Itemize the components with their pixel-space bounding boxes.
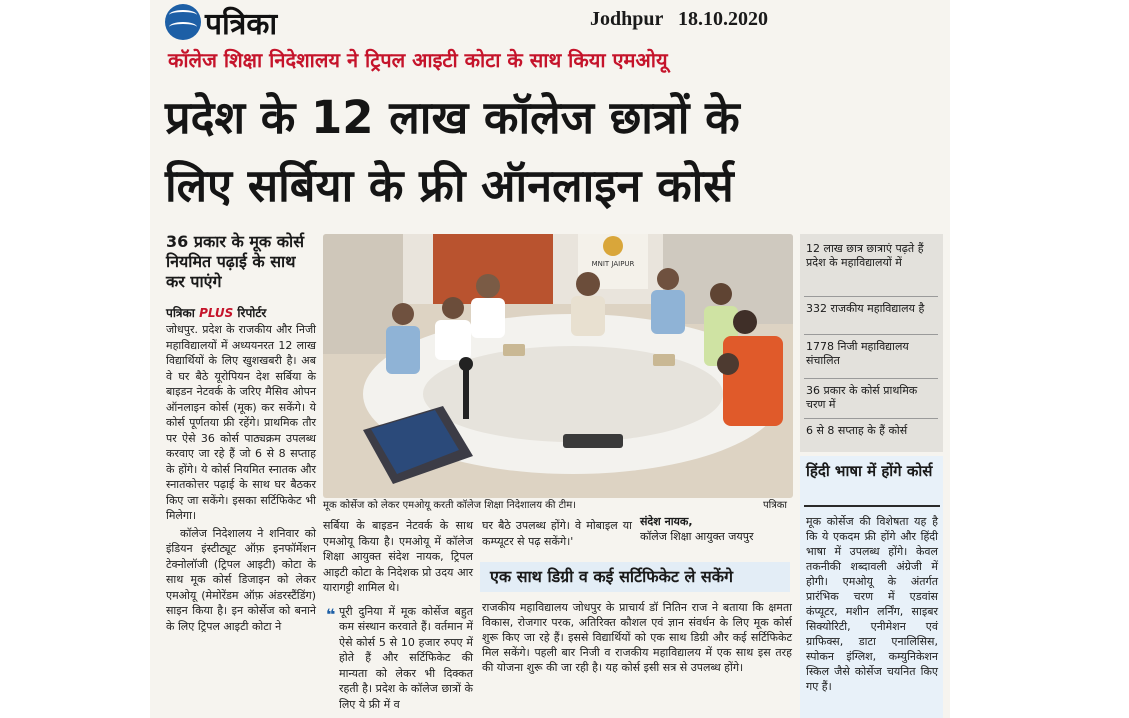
column-1-para-1: जोधपुर. प्रदेश के राजकीय और निजी महाविद्यालयों में अध्ययनरत 12 लाख विद्यार्थियों के लिए खुशखबरी है। अब वे घर बैठे यूरोपियन देश सर्बिया के बाइडन नेटवर्क के जरिए मैसिव ओपन ऑनलाइन कोर्स (मूक) कर सकेंगे। ये कोर्स पूर्णतया फ्री रहेंगे। प्राथमिक तौर पर ऐसे 36 कोर्स पाठ्यक्रम उपलब्ध करवाए जा रहे हैं जो 6 से 8 सप्ताह के होंगे। ये कोर्स नियमित स्नातक और स्नातकोत्तर पढ़ाई के साथ घर बैठकर किए जा सकेंगे। इसका सर्टिफिकेट भी मिलेगा। xyxy=(166,323,316,522)
headline-line-2: लिए सर्बिया के फ्री ऑनलाइन कोर्स xyxy=(165,159,734,212)
byline-plus: PLUS xyxy=(199,306,234,320)
photo-credit: पत्रिका xyxy=(762,500,787,511)
meeting-photo-illustration xyxy=(323,234,793,498)
fact-divider xyxy=(804,334,938,335)
globe-icon xyxy=(165,4,201,40)
meeting-photo xyxy=(323,234,793,498)
column-2-para-1: सर्बिया के बाइडन नेटवर्क के साथ एमओयू किया है। एमओयू में कॉलेज शिक्षा आयुक्त संदेश नायक, ट्रिपल आइटी कोटा के निदेशक प्रो उदय आर यारागट्टी शामिल थे। xyxy=(323,519,473,594)
hindi-box-title: हिंदी भाषा में होंगे कोर्स xyxy=(806,462,933,480)
article-column-4: राजकीय महाविद्यालय जोधपुर के प्राचार्य डॉ नितिन राज ने बताया कि क्षमता विकास, रोजगार परक, अतिरिक्त कौशल एवं ज्ञान संवर्धन के लिए मूक कोर्स शुरू किए जा रहे हैं। इससे विद्यार्थियों को एक साथ डिग्री और कई सर्टिफिकेट मिल सकेंगे। पहली बार निजी व राजकीय महाविद्यालय में एक साथ इस तरह की योजना शुरू की जा रही है। यह कोर्स इसी सत्र से उपलब्ध होंगे। xyxy=(482,601,792,674)
headline-line-1: प्रदेश के 12 लाख कॉलेज छात्रों के xyxy=(165,91,740,144)
article-column-3: घर बैठे उपलब्ध होंगे। वे मोबाइल या कम्प्यूटर से पढ़ सकेंगे।' xyxy=(482,519,632,548)
article-column-1 xyxy=(166,322,316,634)
author-role: कॉलेज शिक्षा आयुक्त जयपुर xyxy=(640,530,754,543)
main-headline xyxy=(165,84,925,220)
fact-divider xyxy=(804,296,938,297)
column-1-para-2: कॉलेज निदेशालय ने शनिवार को इंडियन इंस्टीट्यूट ऑफ़ इनफॉर्मेशन टेक्नोलॉजी (ट्रिपल आइटी) कोटा के साथ मूक कोर्स डिजाइन को लेकर एमओयू (मेमोरेंडम ऑफ़ अंडरस्टैंडिंग) साइन किया है। इन कोर्सेज को बनाने के लिए ट्रिपल आइटी कोटा ने xyxy=(166,526,316,633)
photo-caption: मूक कोर्सेज को लेकर एमओयू करती कॉलेज शिक्षा निदेशालय की टीम। xyxy=(323,500,577,511)
hindi-box-rule xyxy=(804,505,940,507)
dateline: Jodhpur 18.10.2020 xyxy=(590,8,769,30)
byline xyxy=(166,304,266,321)
photo-caption-row xyxy=(323,497,793,511)
facts-box xyxy=(800,234,943,452)
byline-brand: पत्रिका xyxy=(166,306,195,320)
fact-item: 6 से 8 सप्ताह के हैं कोर्स xyxy=(806,424,908,437)
quote-attribution xyxy=(640,514,754,544)
fact-item: 332 राजकीय महाविद्यालय है xyxy=(806,302,925,315)
patrika-logo xyxy=(165,2,345,42)
quote-icon: ❝ xyxy=(326,605,336,624)
fact-divider xyxy=(804,418,938,419)
fact-item: 36 प्रकार के कोर्स प्राथमिक चरण में xyxy=(806,384,918,411)
strap-headline: कॉलेज शिक्षा निदेशालय ने ट्रिपल आइटी कोटा के साथ किया एमओयू xyxy=(168,48,668,72)
photo-sign-text: MNIT JAIPUR xyxy=(591,260,635,268)
fact-item: 12 लाख छात्र छात्राएं पढ़ते हैं प्रदेश के महाविद्यालयों में xyxy=(806,242,924,269)
subheadline: 36 प्रकार के मूक कोर्स नियमित पढ़ाई के साथ कर पाएंगे xyxy=(166,232,305,291)
column-2-quote: पूरी दुनिया में मूक कोर्सेज बहुत कम संस्थान करवाते हैं। वर्तमान में ऐसे कोर्स 5 से 10 हजार रुपए में होते हैं और सर्टिफिकेट की मान्यता को लेकर भी दिक्कत रहती है। प्रदेश के कॉलेज छात्रों के लिए ये फ्री में व xyxy=(339,604,473,711)
fact-divider xyxy=(804,378,938,379)
author-name: संदेश नायक, xyxy=(640,515,693,528)
article-column-2 xyxy=(323,518,473,712)
fact-item: 1778 निजी महाविद्यालय संचालित xyxy=(806,340,909,367)
hindi-box-body: मूक कोर्सेज की विशेषता यह है कि ये एकदम फ्री होंगे और हिंदी भाषा में उपलब्ध होंगे। केवल तकनीकी शब्दावली अंग्रेजी में होगी। एमओयू के अंतर्गत प्रारंभिक चरण में एडवांस कंप्यूटर, मशीन लर्निंग, साइबर सिक्योरिटी, एनीमेशन एवं ग्राफिक्स, डाटा एनालिसिस, स्पोकन इंग्लिश, कम्युनिकेशन स्किल जैसे कोर्सेज चयनित किए गए हैं। xyxy=(806,515,938,693)
secondary-subheadline: एक साथ डिग्री व कई सर्टिफिकेट ले सकेंगे xyxy=(480,562,790,592)
logo-text: पत्रिका xyxy=(205,6,278,42)
byline-role: रिपोर्टर xyxy=(237,306,267,320)
